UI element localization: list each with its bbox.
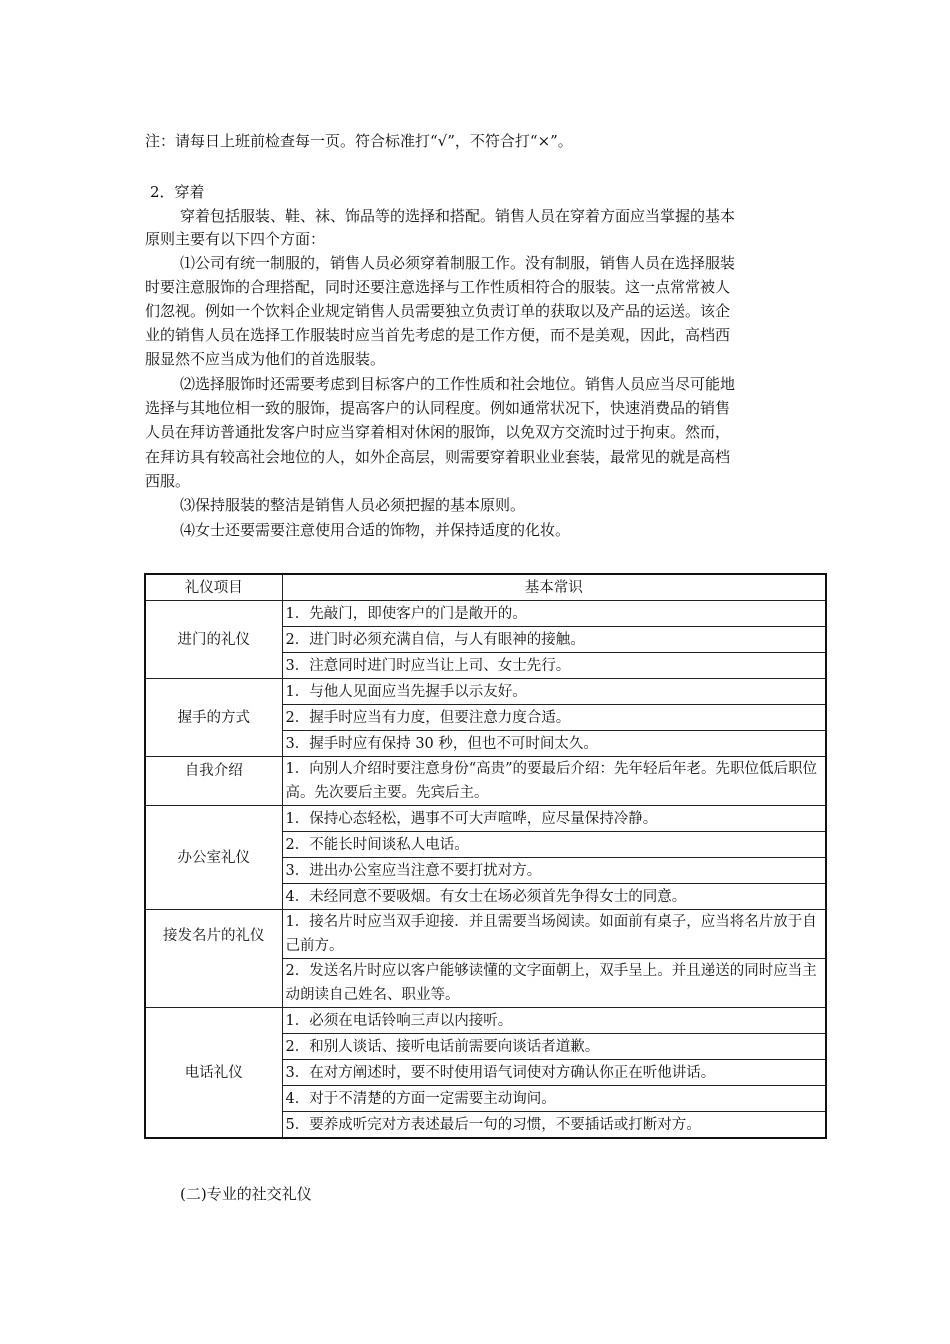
section-title: 2．穿着 <box>150 183 205 201</box>
para1-line-5: 服显然不应当成为他们的首选服装。 <box>145 350 386 368</box>
para2-line-2: 选择与其地位相一致的服饰，提高客户的认同程度。例如通常状况下，快速消费品的销售 <box>145 399 731 417</box>
table-cell: 1．保持心态轻松，遇事不可大声喧哗，应尽量保持冷静。 <box>282 806 826 832</box>
table-cell: 2．不能长时间谈私人电话。 <box>282 832 826 858</box>
table-cell: 3．进出办公室应当注意不要打扰对方。 <box>282 858 826 884</box>
category-self-intro: 自我介绍 <box>145 757 282 806</box>
table-cell: 1．先敲门，即使客户的门是敞开的。 <box>282 601 826 627</box>
table-cell: 2．进门时必须充满自信，与人有眼神的接触。 <box>282 627 826 653</box>
category-handshake: 握手的方式 <box>145 679 282 757</box>
table-header-row <box>145 574 826 601</box>
table-cell: 1．接名片时应当双手迎接．并且需要当场阅读。如面前有桌子，应当将名片放于自己前方。 <box>282 910 826 959</box>
table-cell: 5．要养成听完对方表述最后一句的习惯，不要插话或打断对方。 <box>282 1112 826 1139</box>
table-cell: 3．在对方阐述时，要不时使用语气词使对方确认你正在听他讲话。 <box>282 1060 826 1086</box>
table-row <box>145 757 826 806</box>
category-office: 办公室礼仪 <box>145 806 282 910</box>
table-row <box>145 679 826 705</box>
table-row <box>145 910 826 959</box>
table-cell: 2．和别人谈话、接听电话前需要向谈话者道歉。 <box>282 1034 826 1060</box>
para1-line-2: 时要注意服饰的合理搭配，同时还要注意选择与工作性质相符合的服装。这一点常常被人 <box>145 278 731 296</box>
category-entering: 进门的礼仪 <box>145 601 282 679</box>
table-cell: 1．向别人介绍时要注意身份“高贵”的要最后介绍：先年轻后年老。先职位低后职位高。先次要后主要。先宾后主。 <box>282 757 826 806</box>
para2-line-3: 人员在拜访普通批发客户时应当穿着相对休闲的服饰，以免双方交流时过于拘束。然而， <box>145 423 731 441</box>
category-phone: 电话礼仪 <box>145 1008 282 1139</box>
header-item: 礼仪项目 <box>145 574 282 601</box>
para1-line-1: ⑴公司有统一制服的，销售人员必须穿着制服工作。没有制服，销售人员在选择服装 <box>180 254 736 272</box>
table-row <box>145 601 826 627</box>
table-cell: 4．未经同意不要吸烟。有女士在场必须首先争得女士的同意。 <box>282 884 826 910</box>
para2-line-4: 在拜访具有较高社会地位的人，如外企高层，则需要穿着职业业套装，最常见的就是高档 <box>145 448 731 466</box>
header-knowledge: 基本常识 <box>282 574 826 601</box>
para3: ⑶保持服装的整洁是销售人员必须把握的基本原则。 <box>180 496 526 514</box>
table-cell: 2．握手时应当有力度，但要注意力度合适。 <box>282 705 826 731</box>
para1-line-3: 们忽视。例如一个饮料企业规定销售人员需要独立负责订单的获取以及产品的运送。该企 <box>145 302 731 320</box>
footer-heading: (二)专业的社交礼仪 <box>180 1185 312 1203</box>
intro-line-2: 原则主要有以下四个方面： <box>145 230 326 248</box>
table-cell: 3．握手时应有保持 30 秒，但也不可时间太久。 <box>282 731 826 757</box>
intro-line-1: 穿着包括服装、鞋、袜、饰品等的选择和搭配。销售人员在穿着方面应当掌握的基本 <box>180 207 736 225</box>
table-cell: 1．必须在电话铃响三声以内接听。 <box>282 1008 826 1034</box>
table-cell: 1．与他人见面应当先握手以示友好。 <box>282 679 826 705</box>
para4: ⑷女士还要需要注意使用合适的饰物，并保持适度的化妆。 <box>180 521 571 539</box>
table-cell: 4．对于不清楚的方面一定需要主动询问。 <box>282 1086 826 1112</box>
table-row <box>145 1008 826 1034</box>
table-row <box>145 806 826 832</box>
table-cell: 3．注意同时进门时应当让上司、女士先行。 <box>282 653 826 679</box>
etiquette-table <box>144 573 827 1139</box>
note-line: 注：请每日上班前检查每一页。符合标准打“√”，不符合打“×”。 <box>145 132 573 150</box>
table-cell: 2．发送名片时应以客户能够读懂的文字面朝上，双手呈上。并且递送的同时应当主动朗读自己姓名、职业等。 <box>282 959 826 1008</box>
para1-line-4: 业的销售人员在选择工作服装时应当首先考虑的是工作方便，而不是美观，因此，高档西 <box>145 326 731 344</box>
para2-line-1: ⑵选择服饰时还需要考虑到目标客户的工作性质和社会地位。销售人员应当尽可能地 <box>180 375 736 393</box>
para2-line-5: 西服。 <box>145 472 191 490</box>
category-business-card: 接发名片的礼仪 <box>145 910 282 1008</box>
